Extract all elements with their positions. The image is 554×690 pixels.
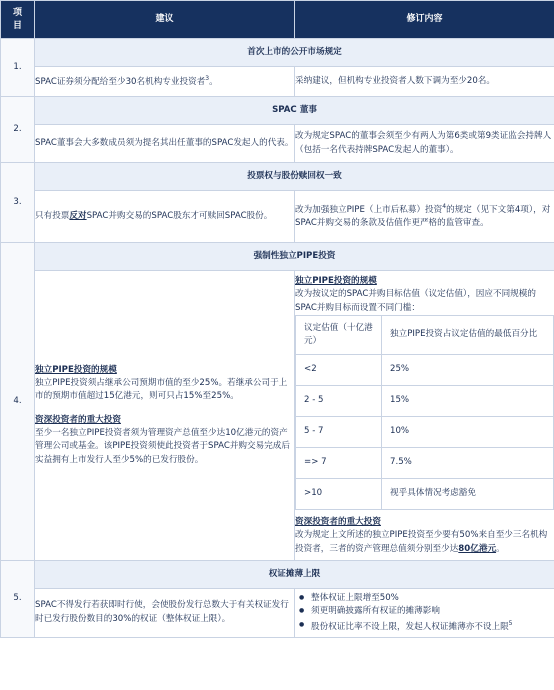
threshold-percent: 25%: [382, 354, 554, 385]
table-header-row: [1, 1, 554, 39]
threshold-header-valuation: 议定估值（十亿港元）: [296, 315, 382, 354]
row-1-section-title: 首次上市的公开市场规定: [35, 39, 554, 67]
row-5-recommendation: SPAC不得发行若获即时行使，会使股份发行总数大于有关权证发行时已发行股份数目的30%的权证（整体权证上限）。: [35, 588, 295, 637]
list-item: ● 整体权证上限增至50%: [311, 592, 554, 605]
row-2-number: 2.: [1, 97, 35, 163]
right-heading-pipe-size: 独立PIPE投资的规模: [295, 276, 377, 286]
row-4-number: 4.: [1, 243, 35, 561]
row-2-recommendation: SPAC董事会大多数成员须为提名其出任董事的SPAC发起人的代表。: [35, 125, 295, 163]
row-5-content: [1, 588, 554, 637]
threshold-header-percent: 独立PIPE投资占议定估值的最低百分比: [382, 315, 554, 354]
row-4-revision: [295, 271, 554, 561]
threshold-valuation: => 7: [296, 447, 382, 478]
row-3-text-b: SPAC并购交易的SPAC股东才可赎回SPAC股份。: [86, 210, 273, 221]
row-5-number: 5.: [1, 560, 35, 637]
row-1-recommendation: [35, 67, 295, 97]
row-1-title: [1, 39, 554, 67]
row-4-section-title: 强制性独立PIPE投资: [35, 243, 554, 271]
bullet-3-text: 股份权证比率不设上限，发起人权证摊薄亦不设上限: [311, 621, 509, 632]
right-heading-major-investment: 资深投资者的重大投资: [295, 516, 381, 527]
left-pipe-size-text: 独立PIPE投资须占继承公司预期市值的至少25%。若继承公司于上市的预期市值超过15亿港元，则可只占15%至25%。: [35, 378, 288, 402]
warrant-bullet-list: [295, 592, 554, 634]
header-revision-label: 修订内容: [406, 13, 443, 24]
row-2-revision: 改为规定SPAC的董事会须至少有两人为第6类或第9类证监会持牌人（包括一名代表持牌SPAC发起人的董事）。: [295, 125, 554, 163]
row-3-revision-b: 的规定（见下文第4项），对SPAC并购交易的条款及估值作更严格的监管审查。: [295, 205, 551, 229]
threshold-percent: 视乎具体情况考虑豁免: [382, 478, 554, 509]
list-item: ● 须更明确披露所有权证的摊薄影响: [311, 605, 554, 618]
table-row: [296, 416, 554, 447]
right-pipe-size-text: 改为按议定的SPAC并购目标估值（议定估值），因应不同规模的SPAC并购目标而设置不同门槛：: [295, 289, 536, 313]
header-recommendation: [35, 1, 295, 39]
row-4-recommendation: [35, 271, 295, 561]
threshold-percent: 7.5%: [382, 447, 554, 478]
threshold-valuation: >10: [296, 478, 382, 509]
footnote-3: 3: [205, 74, 210, 82]
row-3-revision-a: 改为加强独立PIPE（上市后私募）投资: [295, 205, 443, 216]
row-5-section-title: 权证摊薄上限: [35, 560, 554, 588]
row-2-content: [1, 125, 554, 163]
row-4-title: [1, 243, 554, 271]
table-row: [296, 447, 554, 478]
row-5-revision: [295, 588, 554, 637]
left-heading-major-investment: 资深投资者的重大投资: [35, 414, 121, 425]
row-3-revision: [295, 191, 554, 243]
right-major-investment-end: 。: [496, 543, 505, 554]
row-3-section-title: 投票权与股份赎回权一致: [35, 163, 554, 191]
footnote-4: 4: [442, 203, 447, 211]
threshold-percent: 10%: [382, 416, 554, 447]
table-row: [296, 478, 554, 509]
header-recommendation-label: 建议: [155, 13, 174, 24]
header-item-no: [1, 1, 35, 39]
table-row: [296, 385, 554, 416]
list-item: [311, 619, 554, 634]
header-revision: [295, 1, 554, 39]
header-item-no-label: 项 目: [12, 8, 22, 31]
right-major-investment-a: 改为规定上文所述的独立PIPE投资至少要有50%来自至少三名机构投资者，三者的资产管理总值须分别至少达: [295, 530, 548, 554]
threshold-valuation: 2 - 5: [296, 385, 382, 416]
row-1-recommendation-end: 。: [209, 76, 218, 87]
left-major-investment-text: 至少一名独立PIPE投资者须为管理资产总值至少达10亿港元的资产管理公司或基金。该PIPE投资须使此投资者于SPAC并购交易完成后实益拥有上市发行人至少5%的已发行股份。: [35, 428, 290, 465]
row-3-number: 3.: [1, 163, 35, 243]
valuation-threshold-table: [295, 315, 554, 510]
left-heading-pipe-size: 独立PIPE投资的规模: [35, 364, 117, 375]
threshold-valuation: <2: [296, 354, 382, 385]
table-row: [296, 354, 554, 385]
row-3-recommendation: [35, 191, 295, 243]
row-2-title: [1, 97, 554, 125]
row-4-content: [1, 271, 554, 561]
row-3-title: [1, 163, 554, 191]
threshold-percent: 15%: [382, 385, 554, 416]
right-major-investment-text: [295, 529, 554, 556]
row-3-text-a: 只有投票: [35, 210, 70, 221]
row-3-content: [1, 191, 554, 243]
threshold-header-row: [296, 315, 554, 354]
row-5-title: [1, 560, 554, 588]
row-1-content: [1, 67, 554, 97]
row-2-section-title: SPAC 董事: [35, 97, 554, 125]
row-3-emphasis: 反对: [69, 210, 87, 221]
row-1-number: 1.: [1, 39, 35, 97]
row-1-revision: 采纳建议，但机构专业投资者人数下调为至少20名。: [295, 67, 554, 97]
footnote-5: 5: [508, 619, 513, 627]
threshold-valuation: 5 - 7: [296, 416, 382, 447]
right-major-investment-amount: 80亿港元: [458, 543, 497, 554]
row-1-recommendation-text: SPAC证券须分配给至少30名机构专业投资者: [35, 76, 206, 87]
